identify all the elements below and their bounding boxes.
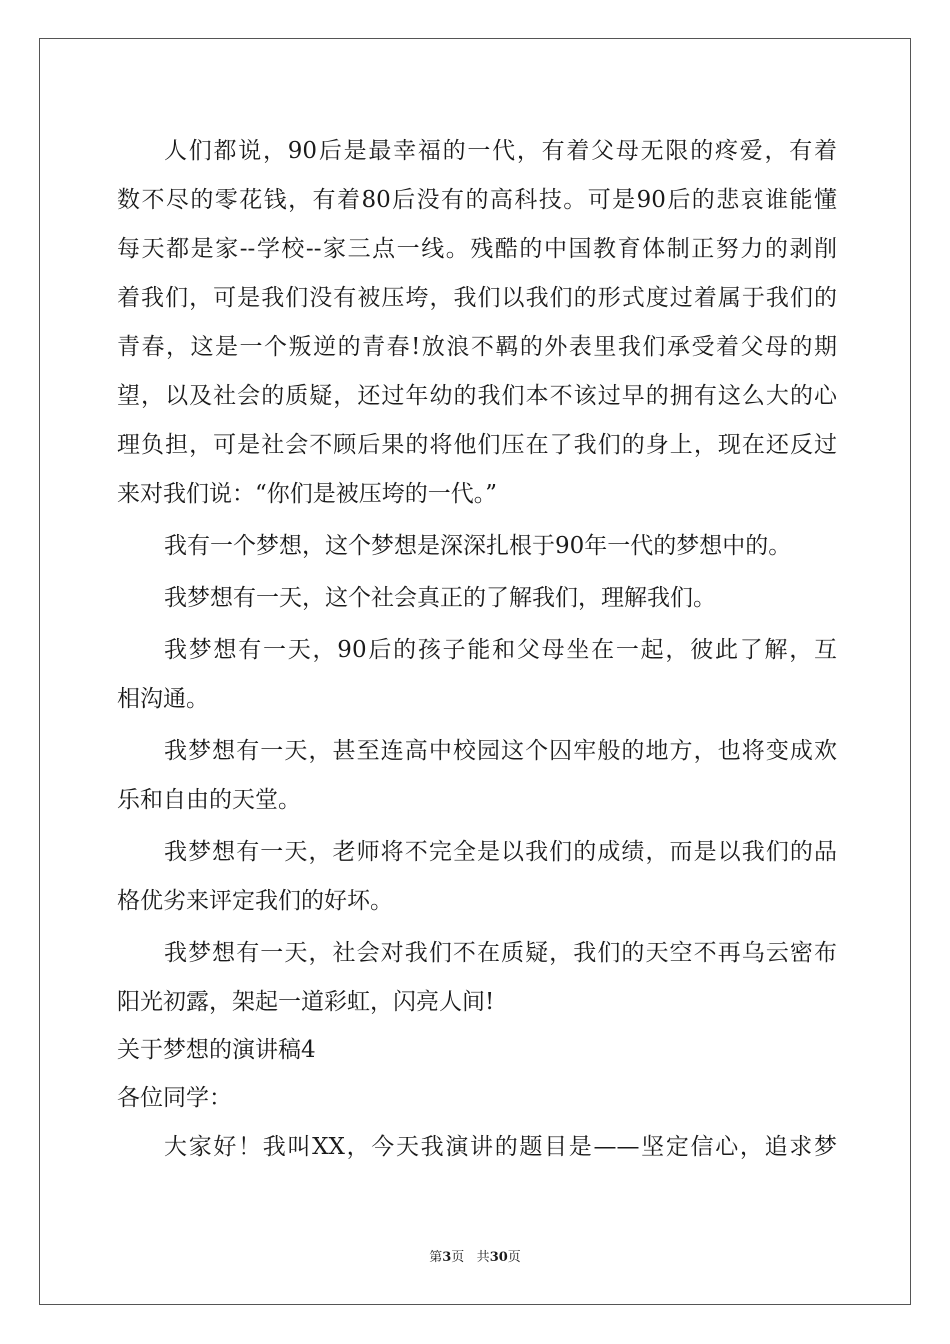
paragraph-line: 望，以及社会的质疑，还过年幼的我们本不该过早的拥有这么大的心	[117, 383, 837, 409]
section-heading: 关于梦想的演讲稿4	[117, 1037, 316, 1063]
paragraph-line: 阳光初露，架起一道彩虹，闪亮人间!	[117, 989, 495, 1015]
paragraph-line: 我梦想有一天，90后的孩子能和父母坐在一起，彼此了解，互	[164, 637, 837, 663]
salutation: 各位同学：	[117, 1085, 232, 1111]
paragraph-line: 青春，这是一个叛逆的青春!放浪不羁的外表里我们承受着父母的期	[117, 334, 837, 360]
total-suffix: 页	[507, 1250, 521, 1265]
page-prefix: 第	[429, 1250, 443, 1265]
paragraph-line: 格优劣来评定我们的好坏。	[117, 888, 393, 914]
page-suffix: 页	[451, 1250, 465, 1265]
page-total: 30	[489, 1250, 508, 1265]
paragraph-line: 理负担，可是社会不顾后果的将他们压在了我们的身上，现在还反过	[117, 432, 837, 458]
paragraph-line: 大家好！我叫XX，今天我演讲的题目是——坚定信心，追求梦	[164, 1134, 837, 1160]
paragraph-line: 我梦想有一天，这个社会真正的了解我们，理解我们。	[164, 585, 716, 611]
paragraph-line: 乐和自由的天堂。	[117, 787, 301, 813]
page-footer	[0, 1246, 950, 1265]
paragraph-line: 来对我们说：“你们是被压垮的一代。”	[117, 481, 498, 507]
paragraph-line: 每天都是家--学校--家三点一线。残酷的中国教育体制正努力的剥削	[117, 236, 837, 262]
paragraph-line: 人们都说，90后是最幸福的一代，有着父母无限的疼爱，有着	[164, 138, 837, 164]
total-prefix: 共	[476, 1250, 490, 1265]
paragraph-line: 我梦想有一天，老师将不完全是以我们的成绩，而是以我们的品	[164, 839, 837, 865]
paragraph-line: 我梦想有一天，甚至连高中校园这个囚牢般的地方，也将变成欢	[164, 738, 837, 764]
paragraph-line: 数不尽的零花钱，有着80后没有的高科技。可是90后的悲哀谁能懂	[117, 187, 837, 213]
paragraph-line: 相沟通。	[117, 686, 209, 712]
paragraph-line: 我有一个梦想，这个梦想是深深扎根于90年一代的梦想中的。	[164, 533, 792, 559]
page-current: 3	[442, 1250, 452, 1265]
paragraph-line: 我梦想有一天，社会对我们不在质疑，我们的天空不再乌云密布	[164, 940, 837, 966]
paragraph-line: 着我们，可是我们没有被压垮，我们以我们的形式度过着属于我们的	[117, 285, 837, 311]
